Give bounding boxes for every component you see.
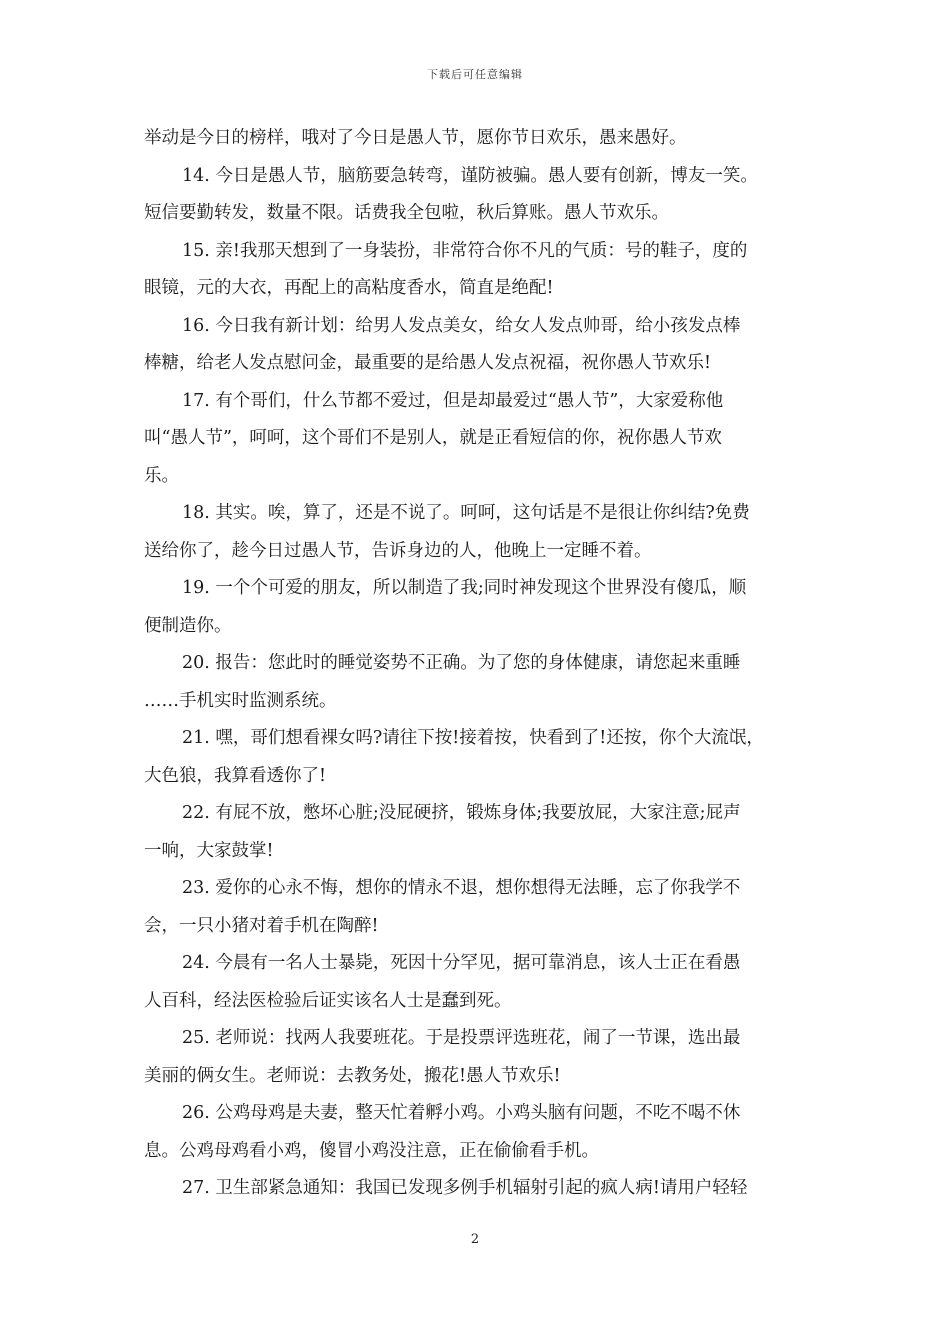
text-line: 15. 亲!我那天想到了一身装扮，非常符合你不凡的气质：号的鞋子，度的 — [182, 240, 748, 261]
document-body — [144, 120, 808, 1208]
text-line: 举动是今日的榜样，哦对了今日是愚人节，愿你节日欢乐，愚来愚好。 — [144, 128, 687, 148]
text-line: ……手机实时监测系统。 — [144, 690, 337, 711]
text-line: 14. 今日是愚人节，脑筋要急转弯，谨防被骗。愚人要有创新，博友一笑。 — [182, 165, 758, 186]
text-line: 17. 有个哥们，什么节都不爱过，但是却最爱过“愚人节”，大家爱称他 — [182, 390, 724, 411]
page-number: 2 — [470, 1232, 480, 1247]
text-line: 24. 今晨有一名人士暴毙，死因十分罕见，据可靠消息，该人士正在看愚 — [182, 953, 741, 973]
text-line: 送给你了，趁今日过愚人节，告诉身边的人，他晚上一定睡不着。 — [144, 540, 652, 561]
text-line: 18. 其实。唉，算了，还是不说了。呵呵，这句话是不是很让你纠结?免费 — [182, 503, 750, 523]
text-line: 22. 有屁不放，憋坏心脏;没屁硬挤，锻炼身体;我要放屁，大家注意;屁声 — [182, 803, 741, 823]
text-line: 会，一只小猪对着手机在陶醉! — [144, 915, 379, 936]
text-line: 叫“愚人节”，呵呵，这个哥们不是别人，就是正看短信的你，祝你愚人节欢 — [144, 428, 722, 448]
text-line: 息。公鸡母鸡看小鸡，傻冒小鸡没注意，正在偷偷看手机。 — [144, 1140, 599, 1161]
text-line: 大色狼，我算看透你了! — [144, 765, 327, 786]
text-line: 眼镜，元的大衣，再配上的高粘度香水，简直是绝配! — [144, 278, 554, 298]
text-line: 16. 今日我有新计划：给男人发点美女，给女人发点帅哥，给小孩发点棒 — [182, 315, 741, 336]
text-line: 棒糖，给老人发点慰问金，最重要的是给愚人发点祝福，祝你愚人节欢乐! — [144, 353, 712, 373]
text-line: 一响，大家鼓掌! — [144, 840, 274, 861]
text-line: 便制造你。 — [144, 615, 232, 636]
text-line: 25. 老师说：找两人我要班花。于是投票评选班花，闹了一节课，选出最 — [182, 1028, 741, 1048]
text-line: 美丽的俩女生。老师说：去教务处，搬花!愚人节欢乐! — [144, 1065, 561, 1086]
text-line: 23. 爱你的心永不悔，想你的情永不退，想你想得无法睡，忘了你我学不 — [182, 878, 741, 898]
text-line: 乐。 — [144, 465, 179, 486]
text-line: 19. 一个个可爱的朋友，所以制造了我;同时神发现这个世界没有傻瓜，顺 — [182, 578, 747, 598]
text-line: 20. 报告：您此时的睡觉姿势不正确。为了您的身体健康，请您起来重睡 — [182, 653, 741, 673]
text-line: 21. 嘿，哥们想看裸女吗?请往下按!接着按，快看到了!还按，你个大流氓， — [182, 728, 764, 748]
page-header: 下载后可任意编辑 — [427, 68, 523, 81]
text-line: 短信要勤转发，数量不限。话费我全包啦，秋后算账。愚人节欢乐。 — [144, 203, 669, 223]
text-line: 人百科，经法医检验后证实该名人士是蠢到死。 — [144, 990, 512, 1011]
text-line: 26. 公鸡母鸡是夫妻，整天忙着孵小鸡。小鸡头脑有问题，不吃不喝不休 — [182, 1103, 741, 1123]
text-line: 27. 卫生部紧急通知：我国已发现多例手机辐射引起的疯人病!请用户轻轻 — [182, 1178, 748, 1198]
